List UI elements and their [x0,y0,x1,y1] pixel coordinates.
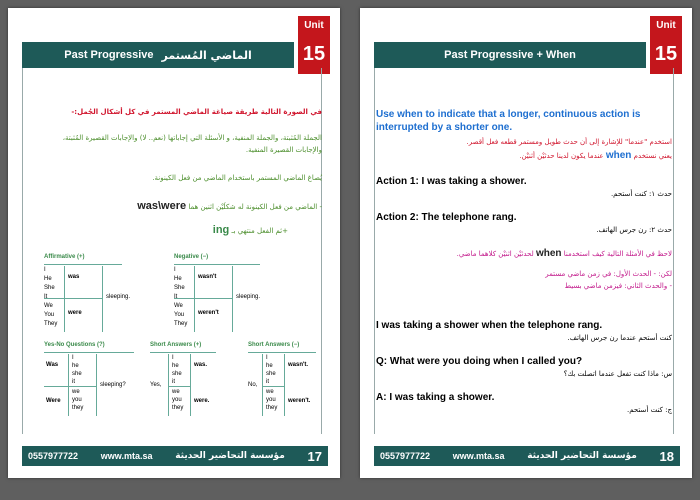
negative-subjects: I He She It We You They [174,267,188,327]
unit-tag [298,16,330,74]
footer-website: www.mta.sa [100,451,153,461]
footer-phone: 0557977722 [380,451,431,461]
unit-word: Unit [304,20,324,31]
intro-ar-2-pre: يعني نستخدم [633,152,672,160]
intro-ar-1: استخدم "عندما" للإشارة إلى أن حدث طويل ومستمر قطعه فعل أقصر. [466,138,672,146]
short-neg-aux-werent: weren't. [288,398,311,404]
yesno-subjects-2: we you they [72,389,84,411]
intro-ar-2-when: when [605,150,632,161]
yesno-aux-was: Was [46,362,59,368]
title-ar: الماضي المُستمر [161,48,252,62]
short-pos-yes: Yes, [150,382,162,388]
intro-red: في الصورة التالية طريقة صياغة الماضي المستمر في كل أشكال الجُمل:- [71,108,322,116]
short-pos-aux-were: were. [194,398,210,404]
yesno-title: Yes-No Questions (?) [44,342,105,348]
unit-number: 15 [302,43,326,65]
affirmative-aux-was: was [68,274,80,280]
short-neg-no: No, [248,382,258,388]
negative-aux-werent: weren't [198,310,219,316]
negative-verb: sleeping. [236,294,261,300]
note-pre: لاحظ في الأمثلة التالية كيف استخدمنا [563,250,672,258]
yesno-subjects-1: I he she it [72,355,82,385]
action-1-en: Action 1: I was taking a shower. [376,176,527,187]
title-en: Past Progressive + When [444,49,576,61]
short-neg-title: Short Answers (−) [248,342,300,348]
page-title [22,42,294,68]
example-ar: كنت أستحم عندما رن جرس الهاتف. [567,334,672,342]
short-neg-table [248,342,318,422]
unit-tag [650,16,682,74]
negative-aux-wasnt: wasn't [198,274,217,280]
negative-table [174,254,294,334]
page-number: 17 [307,448,322,464]
title-en: Past Progressive [64,49,154,61]
affirmative-table [44,254,154,334]
affirmative-verb: sleeping. [106,294,131,300]
short-pos-title: Short Answers (+) [150,342,202,348]
note-post: لحدثيْن اثنيْن كلاهما ماضي. [456,250,534,258]
note-line-2: - والحدث الثاني: فيزمن ماضي بسيط [564,282,672,290]
short-neg-subjects-2: we you they [266,389,278,411]
page-number: 18 [659,448,674,464]
question-ar: س: ماذا كنت تفعل عندما اتصلت بك؟ [563,370,672,378]
intro-en: Use when to indicate that a longer, continuous action is interrupted by a shorter one. [376,109,641,133]
yesno-table [44,342,144,422]
page-title [374,42,646,68]
affirmative-subjects: I He She It We You They [44,267,58,327]
answer-ar: ج: كنت أستحم. [627,406,672,414]
rule-2: - الماضي من فعل الكينونة له شكلَيْن اثنين هما [188,203,322,211]
affirmative-aux-were: were [68,310,82,316]
rule-3-en: ing [212,224,230,236]
action-2-ar: حدث ٢: رن جرس الهاتف. [596,226,672,234]
rule-2-en: was\were [137,200,187,212]
short-pos-aux-was: was. [194,362,208,368]
rule-3: +ثم الفعل منتهي بـ [231,227,288,235]
short-neg-subjects-1: I he she it [266,355,276,385]
footer [22,446,328,466]
yesno-verb: sleeping? [100,382,126,388]
action-2-en: Action 2: The telephone rang. [376,212,517,223]
footer-publisher: مؤسسة التحاضير الحديثة [175,451,285,461]
yesno-aux-were: Were [46,398,61,404]
note-line-1: لكن: - الحدث الأول: في زمن ماضي مستمر [545,270,672,278]
intro-ar-2-post: عندما يكون لدينا حدثيْن أثنيْن. [519,152,604,160]
footer [374,446,680,466]
page-17 [8,8,340,478]
short-pos-subjects-2: we you they [172,389,184,411]
note-when: when [535,248,562,259]
footer-website: www.mta.sa [452,451,505,461]
unit-number: 15 [654,43,678,65]
answer-en: A: I was taking a shower. [376,392,495,403]
intro-green: الجملة المُثبتة، والجملة المنفية، و الأسئلة التي إجاباتها (نعم.. لا) والإجابات القصيرة المُثبتة، والإجابات القصيرة المنفية. [62,134,322,154]
example-en: I was taking a shower when the telephone rang. [376,320,603,331]
action-1-ar: حدث ١: كنت أستحم. [610,190,672,198]
rule-1: يُصاغ الماضي المستمر باستخدام الماضي من فعل الكينونة. [152,174,322,182]
negative-title: Negative (−) [174,254,209,260]
unit-word: Unit [656,20,676,31]
footer-phone: 0557977722 [28,451,79,461]
footer-publisher: مؤسسة التحاضير الحديثة [527,451,637,461]
short-neg-aux-wasnt: wasn't. [288,362,309,368]
question-en: Q: What were you doing when I called you? [376,356,583,367]
short-pos-subjects-1: I he she it [172,355,182,385]
affirmative-title: Affirmative (+) [44,254,85,260]
short-pos-table [150,342,220,422]
page-18 [360,8,692,478]
